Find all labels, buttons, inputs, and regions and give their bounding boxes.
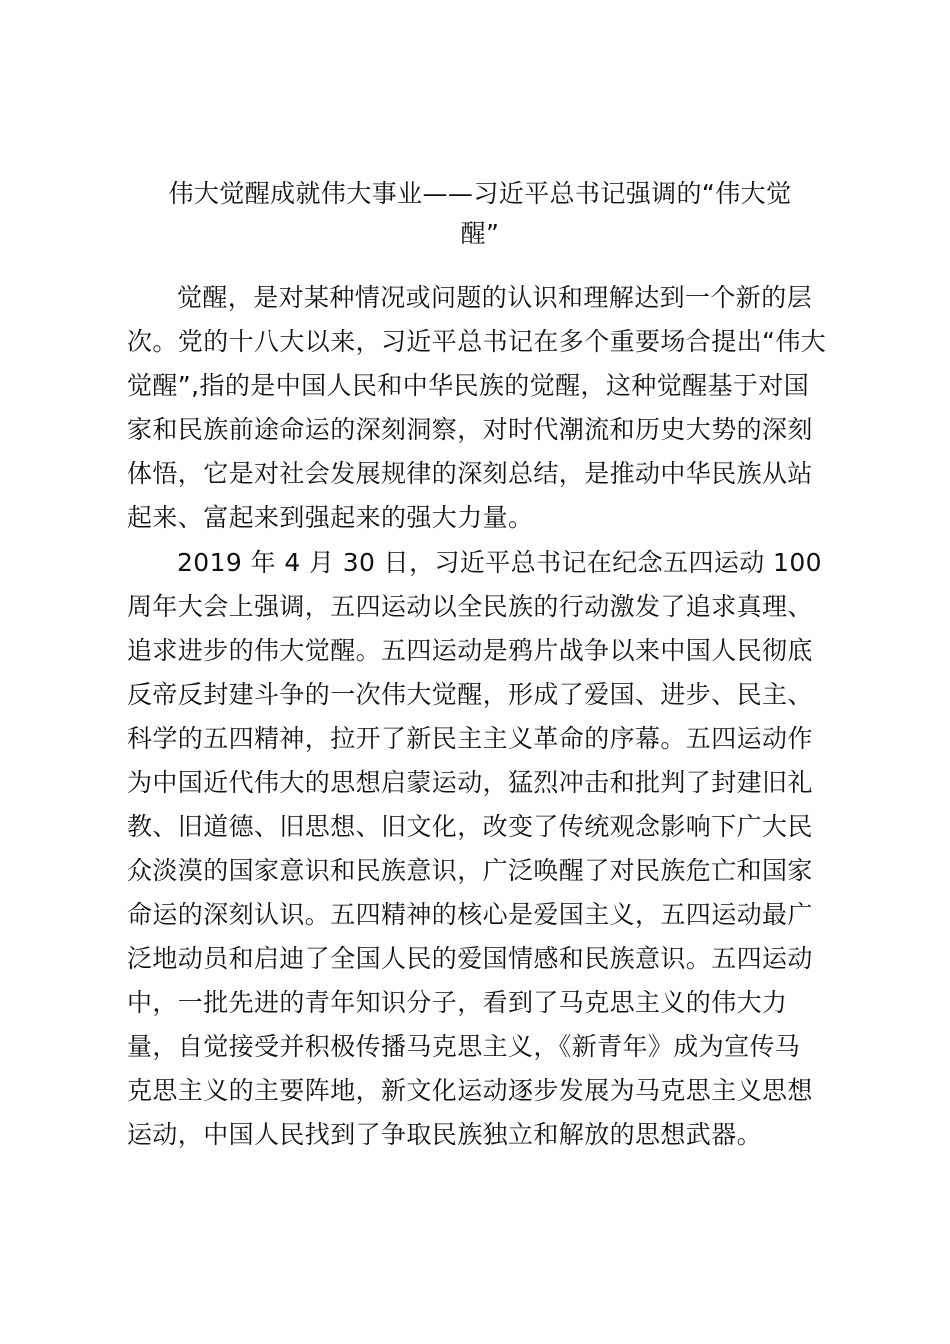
paragraph-1-line: 次。党的十八大以来，习近平总书记在多个重要场合提出“伟大 xyxy=(127,327,827,356)
paragraph-1-line: 家和民族前途命运的深刻洞察，对时代潮流和历史大势的深刻 xyxy=(127,415,813,444)
title-line-2: 醒” xyxy=(460,219,500,248)
paragraph-2-line: 追求进步的伟大觉醒。五四运动是鸦片战争以来中国人民彻底 xyxy=(127,636,813,665)
paragraph-2-line: 泛地动员和启迪了全国人民的爱国情感和民族意识。五四运动 xyxy=(127,944,813,973)
title-line-1: 伟大觉醒成就伟大事业——习近平总书记强调的“伟大觉 xyxy=(168,179,792,208)
paragraph-1-line: 体悟，它是对社会发展规律的深刻总结，是推动中华民族从站 xyxy=(127,459,813,488)
paragraph-1-line: 起来、富起来到强起来的强大力量。 xyxy=(127,503,534,532)
paragraph-2-line: 克思主义的主要阵地，新文化运动逐步发展为马克思主义思想 xyxy=(127,1076,813,1105)
paragraph-2-line: 运动，中国人民找到了争取民族独立和解放的思想武器。 xyxy=(127,1120,763,1149)
paragraph-2-line: 为中国近代伟大的思想启蒙运动，猛烈冲击和批判了封建旧礼 xyxy=(127,768,813,797)
paragraph-2-line: 教、旧道德、旧思想、旧文化，改变了传统观念影响下广大民 xyxy=(127,812,813,841)
paragraph-2-line: 周年大会上强调，五四运动以全民族的行动激发了追求真理、 xyxy=(127,592,813,621)
document-title xyxy=(118,174,842,254)
paragraph-1-line: 觉醒，是对某种情况或问题的认识和理解达到一个新的层 xyxy=(177,283,813,312)
paragraph-1-line: 觉醒”,指的是中国人民和中华民族的觉醒，这种觉醒基于对国 xyxy=(127,371,810,400)
paragraph-2-line: 反帝反封建斗争的一次伟大觉醒，形成了爱国、进步、民主、 xyxy=(127,680,813,709)
paragraph-2-line: 中，一批先进的青年知识分子，看到了马克思主义的伟大力 xyxy=(127,988,788,1017)
paragraph-2-line: 量，自觉接受并积极传播马克思主义，《新青年》成为宣传马 xyxy=(127,1032,801,1061)
paragraph-2-line: 科学的五四精神，拉开了新民主主义革命的序幕。五四运动作 xyxy=(127,724,813,753)
paragraph-2-line: 2019 年 4 月 30 日，习近平总书记在纪念五四运动 100 xyxy=(177,548,822,577)
paragraph-2-line: 命运的深刻认识。五四精神的核心是爱国主义，五四运动最广 xyxy=(127,900,813,929)
paragraph-2-line: 众淡漠的国家意识和民族意识，广泛唤醒了对民族危亡和国家 xyxy=(127,856,813,885)
